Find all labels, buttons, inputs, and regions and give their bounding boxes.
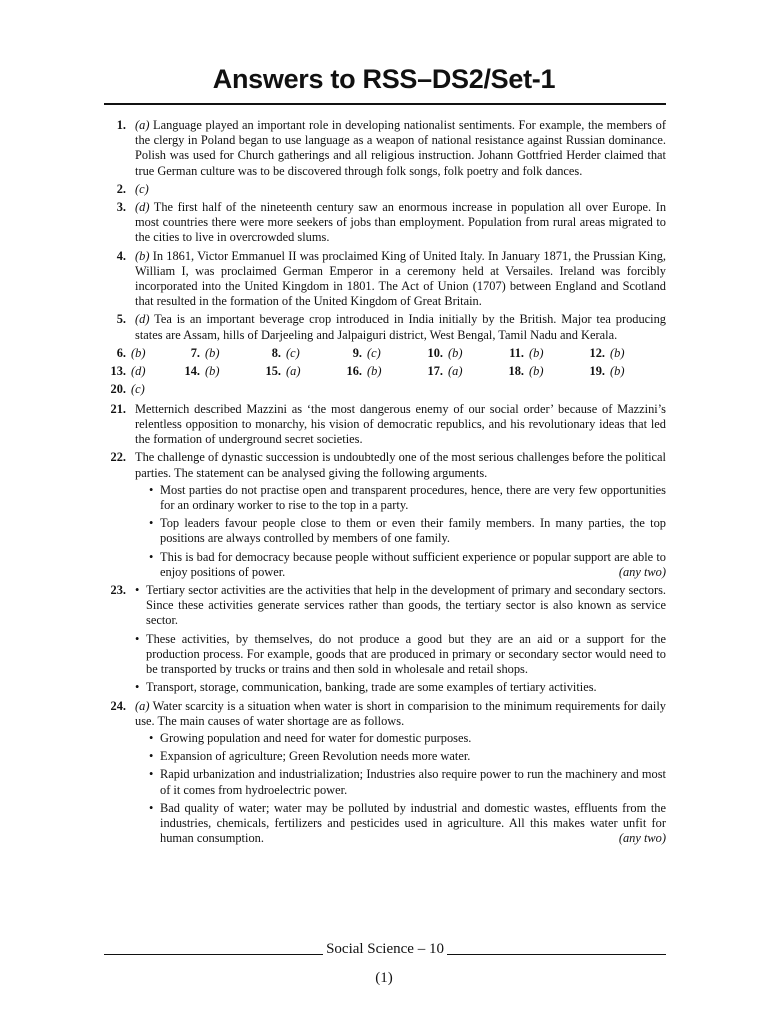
page-title: Answers to RSS–DS2/Set-1 [212, 64, 556, 94]
answer-text: Water scarcity is a situation when water is short in comparision to the minimum requirements for daily use. The main causes of water shortage are as follows. [135, 698, 666, 728]
answer-item-21 [104, 402, 666, 448]
answer-text: The challenge of dynastic succession is undoubtedly one of the most serious challenges before the political parties. The statement can be analysed giving the following arguments. [135, 450, 666, 480]
short-answer-row [104, 364, 666, 382]
question-number: 22. [110, 450, 126, 465]
answer-text: The first half of the nineteenth century saw an enormous increase in population all over Europe. In most countries there were more seekers of jobs than employment. Population from rural areas migrated to the cities to live in overcrowded slums. [135, 200, 667, 245]
bullet-item: • Transport, storage, communication, banking, trade are some examples of tertiary activities. [135, 680, 666, 695]
short-answer: 12. (b) [589, 345, 625, 360]
short-answer: 18. (b) [508, 363, 544, 378]
answer-item-1 [104, 118, 666, 179]
short-answer: 14. (b) [184, 363, 220, 378]
answer-text: Tea is an important beverage crop introduced in India initially by the British. Major tea producing states are Assam, hills of Darjeeling and Jalpaiguri district, West Bengal, Tamil Nadu and Kerala. [135, 312, 667, 342]
any-two-tag: (any two) [618, 831, 666, 846]
short-answer: 17. (a) [427, 363, 463, 378]
answer-item-23 [104, 583, 666, 695]
bullet-item: • These activities, by themselves, do not produce a good but they are an aid or a support for the production process. For example, goods that are produced in primary or secondary sector would need to be transported by trucks or trains and then sold in wholesale and retail shops. [135, 632, 666, 678]
short-answer: 7. (b) [190, 345, 220, 360]
answer-choice: (c) [135, 181, 149, 196]
short-answer: 16. (b) [346, 363, 382, 378]
footer-rule-left [104, 954, 323, 955]
short-answer-row [104, 382, 666, 400]
question-number: 23. [110, 583, 126, 598]
any-two-tag: (any two) [618, 564, 666, 579]
answer-choice: (a) [135, 118, 150, 132]
answer-item-24 [104, 699, 666, 847]
answer-item-2 [104, 182, 666, 197]
bullet-item: • Growing population and need for water for domestic purposes. [149, 731, 666, 746]
bullet-list [135, 731, 666, 846]
answer-item-22 [104, 450, 666, 580]
title-rule [104, 103, 666, 105]
answer-choice: (d) [135, 312, 150, 327]
answer-item-3 [104, 200, 666, 246]
question-number: 5. [116, 312, 126, 327]
bullet-item: • Rapid urbanization and industrialization; Industries also require power to run the machinery and most of it comes from hydroelectric power. [149, 767, 666, 797]
answer-choice: (b) [135, 248, 150, 263]
question-number: 4. [116, 248, 126, 263]
bullet-list [135, 583, 666, 695]
bullet-item: • Top leaders favour people close to them or even their family members. In many parties, the top positions are always controlled by members of one family. [149, 516, 666, 546]
answer-text: In 1861, Victor Emmanuel II was proclaimed King of United Italy. In January 1871, the Prussian King, William I, was proclaimed German Emperor in a ceremony held at Versailes. Ireland was forcibly incorporated into the United Kingdom in 1801. The Act of Union (1707) between England and Scotland that resulted in the formation of the United Kingdom of Great Britain. [135, 248, 666, 309]
answer-choice: (d) [135, 200, 150, 215]
answer-text: Metternich described Mazzini as ‘the most dangerous enemy of our social order’ because of Mazzini’s relentless opposition to monarchy, his vision of democratic republics, and his revolutionary ideas that led the formation of underground secret societies. [135, 401, 666, 447]
question-number: 3. [116, 200, 126, 215]
bullet-item: • Bad quality of water; water may be polluted by industrial and domestic wastes, effluents from the industries, chemicals, fertilizers and pesticides used in agriculture. All this makes water unfit for human consumption. (any two) [149, 801, 666, 847]
footer [104, 938, 666, 958]
question-number: 24. [110, 698, 126, 713]
bullet-list [135, 483, 666, 580]
question-number: 2. [116, 181, 126, 196]
short-answer-row [104, 346, 666, 364]
short-answer: 15. (a) [265, 363, 301, 378]
short-answer: 10. (b) [427, 345, 463, 360]
answer-list [104, 118, 666, 849]
answer-text: Language played an important role in developing nationalist sentiments. For example, the members of the clergy in Poland began to use language as a weapon of national resistance against Russian dominance. Polish was used for Church gatherings and all religious instruction. Johann Gottfried Herder claimed that true German culture was to be discovered through folk songs, folk poetry and folk dances. [135, 118, 666, 178]
bullet-item: • Expansion of agriculture; Green Revolution needs more water. [149, 749, 666, 764]
answer-item-4 [104, 249, 666, 310]
question-number: 1. [116, 118, 126, 132]
answer-item-5 [104, 312, 666, 342]
page-number: (1) [375, 970, 393, 986]
short-answer: 20. (c) [110, 381, 145, 396]
short-answer: 11. (b) [509, 345, 544, 360]
short-answer: 13. (d) [110, 363, 146, 378]
bullet-item: • This is bad for democracy because people without sufficient experience or popular support are able to enjoy positions of power. (any two) [149, 550, 666, 580]
short-answer: 9. (c) [352, 345, 381, 360]
bullet-item: • Most parties do not practise open and transparent procedures, hence, there are very few opportunities for an ordinary worker to rise to the top in a party. [149, 483, 666, 513]
footer-subject: Social Science – 10 [326, 941, 444, 957]
short-answer: 8. (c) [271, 345, 300, 360]
short-answer-grid [104, 346, 666, 400]
bullet-item: • Tertiary sector activities are the activities that help in the development of primary and secondary sectors. Since these activities generate services rather than goods, the tertiary sector is also known as service sector. [135, 583, 666, 629]
short-answer: 6. (b) [116, 345, 146, 360]
question-number: 21. [110, 401, 126, 416]
short-answer: 19. (b) [589, 363, 625, 378]
footer-rule-right [447, 954, 666, 955]
answer-choice: (a) [135, 698, 150, 713]
